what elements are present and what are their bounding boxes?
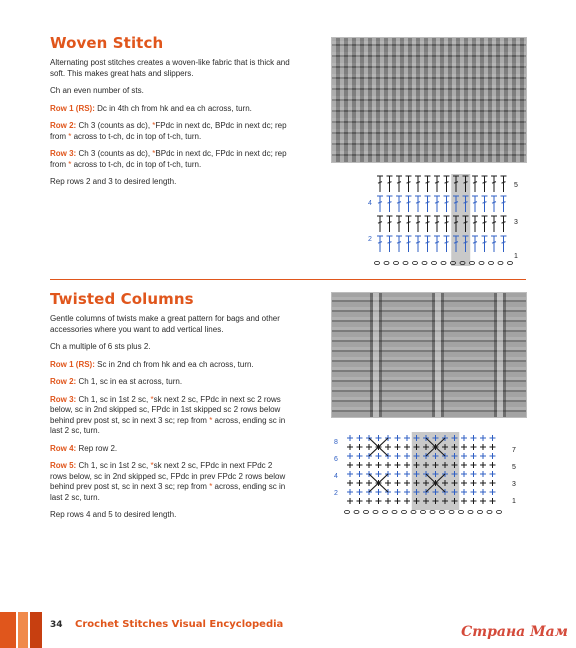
row-text: Ch 1, sc in 1st 2 sc,: [78, 461, 151, 470]
row-number: 5: [514, 182, 518, 189]
repeat-star: *: [68, 131, 72, 141]
woven-title: Woven Stitch: [50, 34, 164, 52]
row-instruction: [50, 444, 290, 455]
chain-stitch: [413, 261, 418, 264]
row-text: sk next 2 sc, FPdc in next sc 2 rows below, sc in 2nd skipped sc, FPdc in 1st skipped sc 2 rows below behind prev post st, sc in next 3 sc; rep from: [50, 394, 281, 425]
row-instruction: [50, 149, 290, 170]
repeat-star: *: [152, 121, 156, 130]
chain-stitch: [373, 510, 378, 513]
twisted-title: Twisted Columns: [50, 290, 194, 308]
chain-stitch: [489, 261, 494, 264]
row-label: Row 1 (RS):: [50, 359, 95, 369]
chain-stitch: [421, 510, 426, 513]
row-number: 5: [512, 464, 516, 471]
chain-stitch: [383, 510, 388, 513]
woven-intro: Alternating post stitches creates a woven-like fabric that is thick and soft. This makes great hats and slippers.: [50, 58, 290, 78]
chain-stitch: [402, 510, 407, 513]
row-number: 1: [512, 498, 516, 505]
twisted-rows: [50, 360, 290, 504]
chain-stitch: [384, 261, 389, 264]
chain-stitch: [449, 510, 454, 513]
row-label: Row 1 (RS):: [50, 103, 95, 113]
chain-stitch: [498, 261, 503, 264]
row-text: Ch 1, sc in 1st 2 sc,: [78, 394, 151, 404]
row-text: across, ending sc in last 2 sc, turn.: [50, 415, 286, 435]
twisted-repeat: Rep rows 4 and 5 to desired length.: [50, 510, 177, 519]
page-number: 34: [50, 620, 63, 630]
row-text: FPdc in next dc, BPdc in next dc; rep from: [50, 121, 287, 141]
row-number: 6: [334, 456, 338, 463]
row-text: Ch 1, sc in ea st across, turn.: [78, 377, 183, 386]
chain-stitch: [468, 510, 473, 513]
chain-stitch: [375, 261, 380, 264]
chain-stitch: [440, 510, 445, 513]
row-label: Row 3:: [50, 149, 77, 158]
repeat-star: *: [68, 159, 72, 169]
row-instruction: [50, 121, 290, 142]
row-number: 2: [368, 236, 372, 243]
footer-bar-segment: [0, 612, 16, 648]
row-number: 4: [334, 473, 338, 480]
row-number: 4: [368, 200, 372, 207]
row-text: Ch 3 (counts as dc),: [78, 149, 153, 158]
woven-rows: [50, 104, 290, 171]
chain-stitch: [364, 510, 369, 513]
row-instruction: [50, 104, 290, 115]
woven-stitch-section: [50, 34, 290, 195]
woven-chain: Ch an even number of sts.: [50, 86, 144, 95]
repeat-star: *: [150, 394, 154, 404]
twisted-intro: Gentle columns of twists make a great pattern for bags and other accessories where you want to add vertical lines.: [50, 314, 280, 334]
row-number: 3: [512, 481, 516, 488]
chain-stitch: [479, 261, 484, 264]
chain-stitch: [392, 510, 397, 513]
section-divider: [50, 279, 526, 280]
twisted-columns-chart: [330, 430, 526, 520]
twisted-columns-section: [50, 290, 290, 528]
twisted-columns-photo: [331, 292, 527, 418]
footer-bar-segment: [30, 612, 42, 648]
row-label: Row 3:: [50, 394, 77, 404]
repeat-star: *: [209, 415, 213, 425]
row-text: across to t-ch, dc in top of t-ch, turn.: [71, 131, 202, 141]
chain-stitch: [508, 261, 513, 264]
chain-stitch: [422, 261, 427, 264]
row-text: sk next 2 sc, FPdc in next FPdc 2 rows below, sc in 2nd skipped sc, FPdc in prev FPdc 2 rows below behind prev post st, sc in next 3 sc; rep from: [50, 461, 286, 491]
chain-stitch: [487, 510, 492, 513]
chain-stitch: [478, 510, 483, 513]
repeat-highlight: [451, 174, 470, 266]
repeat-star: *: [150, 461, 154, 470]
row-instruction: [50, 360, 290, 371]
watermark-text: Страна Мам: [461, 624, 568, 640]
row-text: Sc in 2nd ch from hk and ea ch across, turn.: [97, 359, 254, 369]
row-text: BPdc in next dc, FPdc in next dc; rep from: [50, 149, 287, 169]
footer-bar-segment: [18, 612, 28, 648]
chain-stitch: [441, 261, 446, 264]
row-label: Row 4:: [50, 443, 77, 453]
chain-stitch: [411, 510, 416, 513]
chain-stitch: [497, 510, 502, 513]
book-title: Crochet Stitches Visual Encyclopedia: [75, 619, 284, 630]
row-text: Ch 3 (counts as dc),: [78, 121, 153, 130]
row-text: across, ending sc in last 2 sc, turn.: [50, 482, 286, 502]
row-number: 3: [514, 219, 518, 226]
row-label: Row 2:: [50, 121, 77, 130]
repeat-star: *: [209, 482, 213, 491]
row-instruction: [50, 395, 290, 437]
chain-stitch: [430, 510, 435, 513]
chain-stitch: [354, 510, 359, 513]
repeat-star: *: [152, 149, 156, 158]
row-text: Dc in 4th ch from hk and ea ch across, turn.: [97, 103, 252, 113]
row-number: 8: [334, 439, 338, 446]
chain-stitch: [432, 261, 437, 264]
row-instruction: [50, 377, 290, 388]
woven-stitch-photo: [331, 37, 527, 163]
row-text: across to t-ch, dc in top of t-ch, turn.: [71, 159, 202, 169]
row-number: 2: [334, 490, 338, 497]
chain-stitch: [345, 510, 350, 513]
twisted-chain: Ch a multiple of 6 sts plus 2.: [50, 342, 151, 351]
row-text: Rep row 2.: [78, 443, 118, 453]
row-number: 7: [512, 447, 516, 454]
row-number: 1: [514, 253, 518, 260]
chain-stitch: [459, 510, 464, 513]
woven-repeat: Rep rows 2 and 3 to desired length.: [50, 177, 177, 186]
row-label: Row 5:: [50, 461, 77, 470]
footer-color-bar: [0, 612, 44, 648]
chain-stitch: [394, 261, 399, 264]
row-instruction: [50, 461, 290, 503]
woven-stitch-chart: [364, 172, 524, 272]
row-label: Row 2:: [50, 377, 77, 386]
chain-stitch: [403, 261, 408, 264]
